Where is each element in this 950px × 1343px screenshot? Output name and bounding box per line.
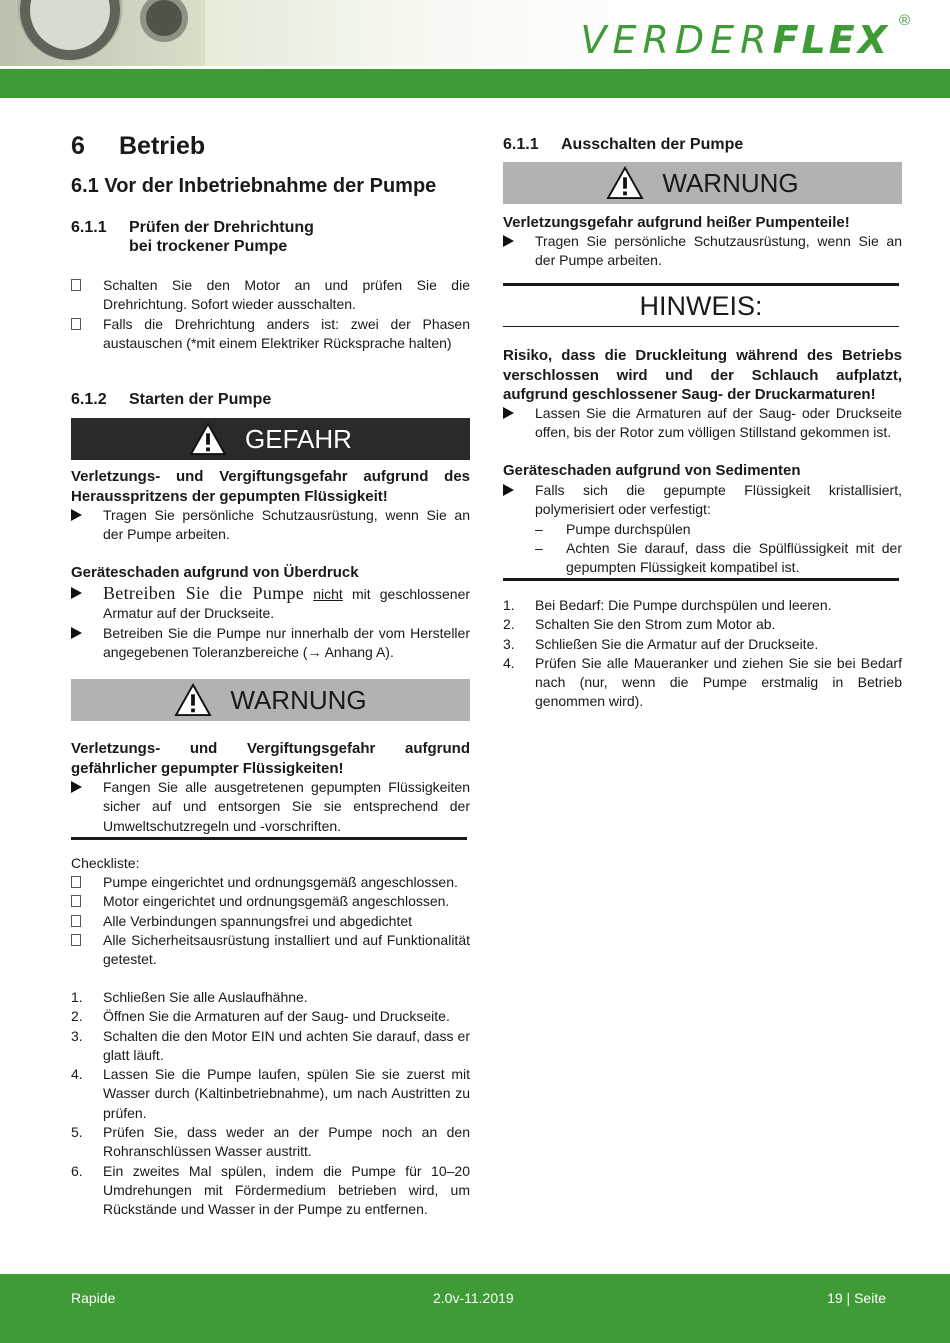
overpressure-heading: Geräteschaden aufgrund von Überdruck	[71, 564, 359, 581]
danger-heading: Verletzungs- und Vergiftungsgefahr aufgrund des Herausspritzens der gepumpten Flüssigkeit!	[71, 468, 470, 505]
step-item: 3. Schließen Sie die Armatur auf der Druckseite.	[503, 635, 819, 652]
step-item: 6. Ein zweites Mal spülen, indem die Pumpe für 10–20 Umdrehungen mit Fördermedium betrieben wird, um Rückstände und Wasser in der Pumpe zu entfernen.	[71, 1162, 470, 1218]
step-item: 4. Lassen Sie die Pumpe laufen, spülen Sie sie zuerst mit Wasser durch (Kaltinbetriebnahme), um nach Austritten zu prüfen.	[71, 1066, 470, 1121]
subsection-heading-shutdown	[503, 135, 743, 154]
list-item: Falls die Drehrichtung anders ist: zwei der Phasen austauschen (*mit einem Elektriker Rücksprache halten)	[71, 315, 470, 354]
warning-triangle-icon	[174, 683, 212, 717]
list-item: Betreiben Sie die Pumpe nur innerhalb der vom Hersteller angegebenen Toleranzbereiche (→ Anhang A).	[71, 624, 470, 663]
danger-label: GEFAHR	[245, 423, 352, 454]
list-item: Pumpe eingerichtet und ordnungsgemäß angeschlossen.	[71, 873, 470, 892]
checkbox-icon	[71, 934, 81, 946]
step-item: 3. Schalten die den Motor EIN und achten Sie darauf, dass er glatt läuft.	[71, 1027, 470, 1063]
subsection-title-line1: Prüfen der Drehrichtung	[129, 219, 314, 236]
footer-page-number: 19 | Seite	[827, 1290, 886, 1306]
step-item: 4. Prüfen Sie alle Maueranker und ziehen Sie sie bei Bedarf nach (nur, wenn die Pumpe erstmalig in Betrieb genommen wird).	[503, 654, 902, 710]
list-item: Falls sich die gepumpte Flüssigkeit kristallisiert, polymerisiert oder verfestigt:	[503, 481, 902, 520]
subsection-heading-start	[71, 390, 271, 409]
checkbox-icon	[71, 876, 81, 888]
overpressure-list	[71, 584, 470, 662]
list-item: Alle Sicherheitsausrüstung installiert und auf Funktionalität getestet.	[71, 931, 470, 970]
arrow-right-icon	[71, 587, 82, 599]
warning-triangle-icon	[606, 166, 644, 200]
list-item: Alle Verbindungen spannungsfrei und abgedichtet	[71, 912, 470, 931]
list-item: Fangen Sie alle ausgetretenen gepumpten Flüssigkeiten sicher auf und entsorgen Sie sie entsprechend der Umweltschutzregeln und -vorschriften.	[71, 778, 470, 836]
step-item: 2. Öffnen Sie die Armaturen auf der Saug- und Druckseite.	[71, 1008, 450, 1025]
list-item: Betreiben Sie die Pumpe nicht mit geschlossener Armatur auf der Druckseite.	[71, 584, 470, 624]
hint-banner: HINWEIS:	[503, 283, 899, 327]
registered-mark: ®	[898, 12, 910, 29]
chapter-heading	[71, 132, 205, 161]
page-header	[0, 0, 950, 98]
sediment-heading: Geräteschaden aufgrund von Sedimenten	[503, 462, 801, 479]
footer-product: Rapide	[71, 1290, 116, 1306]
start-steps	[71, 988, 470, 1220]
subsection-heading-rotation	[71, 218, 314, 256]
list-item: Tragen Sie persönliche Schutzausrüstung, wenn Sie an der Pumpe arbeiten.	[503, 232, 902, 271]
verderflex-logo: VERDERFLEX	[580, 18, 890, 62]
pump-hub-image	[140, 0, 188, 42]
shutdown-steps	[503, 596, 902, 712]
warning-label: WARNUNG	[230, 684, 367, 715]
step-item: 1. Schließen Sie alle Auslaufhähne.	[71, 989, 308, 1005]
arrow-right-icon	[71, 509, 82, 521]
arrow-right-icon	[503, 235, 514, 247]
footer-version: 2.0v-11.2019	[433, 1290, 514, 1306]
subsection-title-line2: bei trockener Pumpe	[129, 238, 288, 255]
risk-heading: Risiko, dass die Druckleitung während des Betriebs verschlossen wird und der Schlauch aufplatzt, aufgrund geschlossener Saug- der Druckarmaturen!	[503, 347, 902, 403]
arrow-right-icon	[71, 627, 82, 639]
checkbox-icon	[71, 915, 81, 927]
checklist	[71, 873, 470, 969]
page-footer	[0, 1274, 950, 1343]
checkbox-icon	[71, 318, 81, 330]
chapter-number: 6	[71, 132, 85, 160]
warning-triangle-icon	[189, 422, 227, 456]
sediment-list	[503, 481, 902, 577]
arrow-right-icon	[503, 407, 514, 419]
subsection-number: 6.1.1	[71, 219, 107, 236]
warning-banner	[503, 162, 902, 204]
pump-ring-image	[20, 0, 120, 60]
rotation-checklist	[71, 276, 470, 353]
danger-banner	[71, 418, 470, 460]
warning-list	[503, 232, 902, 271]
checklist-title: Checkliste:	[71, 855, 140, 871]
section-heading: 6.1 Vor der Inbetriebnahme der Pumpe	[71, 175, 437, 197]
step-item: 1. Bei Bedarf: Die Pumpe durchspülen und leeren.	[503, 597, 832, 613]
list-item: Tragen Sie persönliche Schutzausrüstung, wenn Sie an der Pumpe arbeiten.	[71, 506, 470, 545]
list-item: Motor eingerichtet und ordnungsgemäß angeschlossen.	[71, 892, 470, 911]
step-item: 2. Schalten Sie den Strom zum Motor ab.	[503, 616, 776, 633]
list-item: Schalten Sie den Motor an und prüfen Sie die Drehrichtung. Sofort wieder ausschalten.	[71, 276, 470, 315]
checkbox-icon	[71, 279, 81, 291]
arrow-right-icon	[71, 781, 82, 793]
header-green-bar	[0, 69, 950, 98]
step-item: 5. Prüfen Sie, dass weder an der Pumpe noch an den Rohranschlüssen Wasser austritt.	[71, 1124, 470, 1160]
arrow-right-icon	[503, 484, 514, 496]
subsection-title: Ausschalten der Pumpe	[561, 136, 744, 153]
danger-list	[71, 506, 470, 545]
checkbox-icon	[71, 895, 81, 907]
divider	[503, 578, 899, 581]
divider	[71, 837, 467, 840]
sub-list-item: – Pumpe durchspülen	[535, 520, 691, 537]
risk-list	[503, 404, 902, 443]
warning-label: WARNUNG	[662, 167, 799, 198]
sub-list-item: – Achten Sie darauf, dass die Spülflüssigkeit mit der gepumpten Flüssigkeit kompatibel ist.	[535, 539, 902, 576]
warning-heading: Verletzungs- und Vergiftungsgefahr aufgrund gefährlicher gepumpter Flüssigkeiten!	[71, 740, 470, 777]
subsection-number: 6.1.2	[71, 391, 107, 408]
subsection-title: Starten der Pumpe	[129, 391, 272, 408]
warning-list	[71, 778, 470, 836]
list-item: Lassen Sie die Armaturen auf der Saug- oder Druckseite offen, bis der Rotor zum völligen Stillstand gekommen ist.	[503, 404, 902, 443]
pump-photo	[0, 0, 205, 66]
subsection-number: 6.1.1	[503, 136, 539, 153]
chapter-title: Betrieb	[119, 132, 206, 160]
warning-heading: Verletzungsgefahr aufgrund heißer Pumpenteile!	[503, 214, 850, 231]
warning-banner	[71, 679, 470, 721]
